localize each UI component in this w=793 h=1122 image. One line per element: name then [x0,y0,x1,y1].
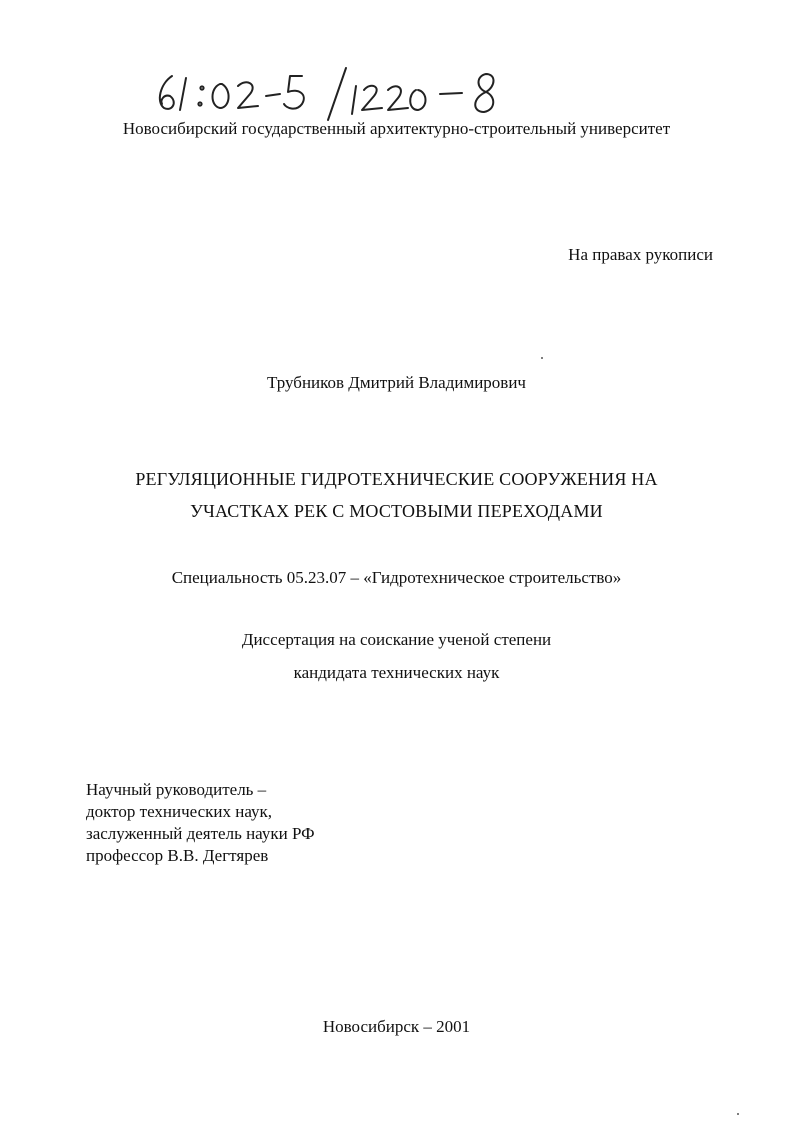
handwritten-code [150,64,570,124]
scan-speck [737,1113,739,1115]
scan-speck [541,357,543,359]
specialty: Специальность 05.23.07 – «Гидротехническое строительство» [171,568,622,587]
supervisor-block [86,779,315,867]
handwritten-code-signature [150,64,570,124]
university-name: Новосибирский государственный архитектурно-строительный университет [122,119,671,138]
supervisor-line-2: доктор технических наук, [86,802,273,821]
supervisor-line-3: заслуженный деятель науки РФ [86,824,315,843]
city-year: Новосибирск – 2001 [322,1017,471,1036]
rights-notice: На правах рукописи [568,245,713,264]
title-line-2: УЧАСТКАХ РЕК С МОСТОВЫМИ ПЕРЕХОДАМИ [190,501,603,521]
title-line-1: РЕГУЛЯЦИОННЫЕ ГИДРОТЕХНИЧЕСКИЕ СООРУЖЕНИЯ НА [135,469,658,489]
supervisor-line-1: Научный руководитель – [86,780,267,799]
supervisor-line-4: профессор В.В. Дегтярев [86,846,269,865]
dissertation-line-1: Диссертация на соискание ученой степени [241,630,552,649]
author-name: Трубников Дмитрий Владимирович [267,373,526,392]
dissertation-line-2: кандидата технических наук [293,663,500,682]
